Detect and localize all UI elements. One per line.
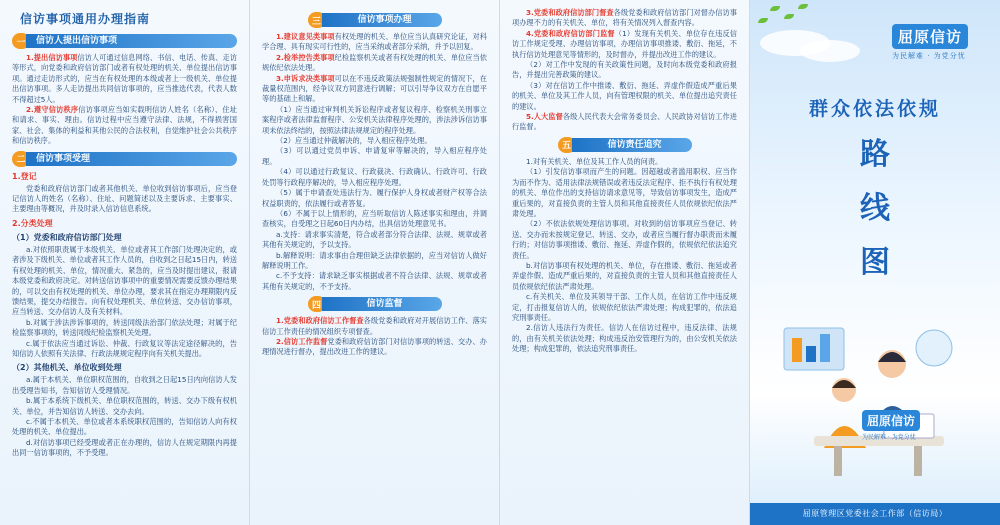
section-3-header bbox=[262, 12, 487, 28]
vertical-char: 图 bbox=[860, 245, 890, 280]
paragraph-text: 纪检监察机关或者有权处理的机关、单位应当依规依纪依法处理。 bbox=[262, 52, 487, 73]
brand-logo bbox=[892, 24, 988, 64]
paragraph bbox=[12, 105, 237, 147]
other-units-body bbox=[12, 375, 237, 458]
paragraph: d.对信访事项已经受理或者正在办理的，信访人在规定期限内再提出同一信访事项的，不予受理。 bbox=[12, 437, 237, 458]
paragraph-text: c.不予支持：请求缺乏事实根据或者不符合法律、法规、规章或者其他有关规定的，不予支持。 bbox=[262, 271, 487, 291]
paragraph-text: 有权处理的机关、单位应当认真研究论证，对科学合理、具有现实可行性的，应当采纳或者部分采纳，并予以回复。 bbox=[262, 32, 487, 52]
paragraph-text: （1）应当通过审判机关诉讼程序或者复议程序、检察机关刑事立案程序或者法律监督程序、公安机关法律程序处理的，涉法涉诉信访事项未依法终结的，按照法律法规规定的程序处理。 bbox=[262, 104, 487, 135]
panel-guide bbox=[0, 0, 250, 525]
paragraph-text: b.解释说明：请求事由合理但缺乏法律依据的，应当对信访人做好解释说明工作。 bbox=[262, 250, 487, 270]
section-number: 一 bbox=[12, 33, 30, 49]
panel-supervision bbox=[500, 0, 750, 525]
paragraph: c.不属于本机关、单位或者本系统职权范围的，告知信访人向有权处理的机关、单位提出。 bbox=[12, 416, 237, 437]
panel-handling bbox=[250, 0, 500, 525]
paragraph bbox=[262, 230, 487, 251]
leaf-icon bbox=[770, 6, 780, 11]
paragraph-text: （3）可以通过党员申诉、申请复审等解决的，导入相应程序处理。 bbox=[262, 146, 487, 166]
section-4-body bbox=[262, 316, 487, 358]
paragraph bbox=[262, 251, 487, 272]
paragraph-text: （5）属于申请查处违法行为、履行保护人身权或者财产权等合法权益职责的，依法履行或者答复。 bbox=[262, 188, 487, 208]
section-number: 三 bbox=[308, 12, 326, 28]
highlight-term: 5.人大监督 bbox=[526, 112, 563, 122]
subheading-classify: 2.分类处理 bbox=[12, 218, 53, 228]
cover-title: 群众依法依规 bbox=[808, 98, 941, 120]
paragraph-text: （4）可以通过行政复议、行政裁决、行政确认、行政许可、行政处罚等行政程序解决的，导入相应程序处理。 bbox=[262, 167, 487, 187]
paragraph bbox=[262, 136, 487, 146]
paragraph bbox=[512, 167, 737, 219]
highlight-term: 2.信访工作监督 bbox=[276, 336, 328, 346]
logo-slogan: 为民解难 · 为党分忧 bbox=[892, 52, 966, 60]
section-4-header bbox=[262, 296, 487, 312]
paragraph-text: c.有关机关、单位及其领导干部、工作人员，在信访工作中违反规定，打击报复信访人的，依规依纪依法严肃处理；构成犯罪的，依法追究刑事责任。 bbox=[512, 292, 737, 322]
highlight-term: 1.党委和政府信访工作督查 bbox=[276, 316, 364, 326]
illustration-logo bbox=[862, 410, 920, 441]
paragraph: 党委和政府信访部门或者其他机关、单位收到信访事项后，应当登记信访人的姓名（名称）、住址、问题简述以及主要诉求、主要事实、主要理由等概况，并及时录入信访信息系统。 bbox=[12, 183, 237, 214]
paragraph bbox=[512, 219, 737, 261]
section-2-header bbox=[12, 151, 237, 167]
paragraph-text: （1）引发信访事项而产生的问题。因超越或者滥用职权、应当作为而不作为、适用法律法规错误或者违反法定程序、拒不执行有权处理的机关、单位作出的支持信访请求意见等，导致信访事项发生，造成严重后果的，对直接负责的主管人员和其他直接责任人员依规依纪依法严肃处理。 bbox=[512, 167, 737, 218]
paragraph: a.对依照职责属于本级机关、单位或者其工作部门处理决定的，或者涉及下级机关、单位或者其工作人员的，自收到之日起15日内，转送有权处理的机关、单位，情况重大、紧急的，应当及时提出建议，报请本级党委和政府决定。对转送信访事项中的重要情况需要反馈办理结果的，可以交由有权处理的机关、单位办理，要求其在指定办理期限内反馈结果，提交办结报告。向有权处理机关、单位转送、交办信访事项，应当转送、交办信访人及有关材料。 bbox=[12, 244, 237, 317]
highlight-term: 3.申诉求决类事项 bbox=[276, 73, 335, 83]
paragraph bbox=[512, 29, 737, 60]
people-illustration bbox=[774, 318, 984, 488]
logo-main-text: 屈原信访 bbox=[892, 24, 968, 49]
highlight-term: 1.提出信访事项 bbox=[26, 53, 78, 62]
section-label: 信访事项办理 bbox=[322, 13, 442, 27]
paragraph-text: （3）对在信访工作中推诿、敷衍、拖延、弄虚作假造成严重后果的机关、单位及其工作人员，向有管理权限的机关、单位提出追究责任的建议。 bbox=[512, 80, 737, 111]
highlight-term: 2.遵守信访秩序 bbox=[26, 105, 79, 115]
paragraph bbox=[512, 8, 737, 29]
vertical-char: 线 bbox=[860, 191, 890, 226]
section-label: 信访事项受理 bbox=[26, 152, 237, 166]
section-5-header bbox=[512, 137, 737, 153]
paragraph bbox=[12, 53, 237, 105]
paragraph: b.对属于涉法涉诉事项的，转送同级法治部门依法处理；对属于纪检监察事项的，转送同级纪检监察机关处理。 bbox=[12, 317, 237, 338]
leaf-icon bbox=[784, 14, 794, 19]
paragraph bbox=[262, 337, 487, 358]
paragraph bbox=[512, 323, 737, 354]
cloud-icon bbox=[800, 40, 860, 62]
subheading-office: （1）党委和政府信访部门处理 bbox=[12, 232, 122, 242]
section-number: 四 bbox=[308, 296, 326, 312]
office-handling-body bbox=[12, 245, 237, 359]
section-label: 信访人提出信访事项 bbox=[26, 34, 237, 48]
section-label: 信访责任追究 bbox=[572, 138, 692, 152]
highlight-term: 1.建议意见类事项 bbox=[276, 32, 335, 41]
section-number: 二 bbox=[12, 151, 30, 167]
paragraph bbox=[512, 112, 737, 133]
paragraph bbox=[512, 292, 737, 323]
paragraph: a.属于本机关、单位职权范围的，自收到之日起15日内向信访人发出受理告知书，告知信访人受理情况。 bbox=[12, 375, 237, 395]
section-label: 信访监督 bbox=[322, 297, 442, 311]
paragraph bbox=[262, 316, 487, 337]
paragraph-text: a.支持：请求事实清楚，符合或者部分符合法律、法规、规章或者其他有关规定的，予以支持。 bbox=[262, 229, 487, 250]
paragraph: b.属于本系统下级机关、单位职权范围的，转送、交办下级有权机关、单位，并告知信访人转送、交办去向。 bbox=[12, 396, 237, 416]
paragraph-text: （2）对工作中发现的有关政策性问题，及时向本级党委和政府报告，并提出完善政策的建议。 bbox=[512, 60, 737, 80]
paragraph-text: 各级党委和政府信访部门对督办信访事项办理不力的有关机关、单位，将有关情况列入督查内容。 bbox=[512, 8, 737, 28]
cover-vertical-title bbox=[850, 128, 900, 290]
section-number: 五 bbox=[558, 137, 576, 153]
section-1-header bbox=[12, 33, 237, 49]
panel-cover bbox=[750, 0, 1000, 525]
vertical-char: 路 bbox=[860, 137, 890, 172]
paragraph-text: 各级人民代表大会常务委员会、人民政协对信访工作进行监督。 bbox=[512, 112, 737, 132]
paragraph-text: （2）不依法依规处理信访事项。对收到的信访事项应当登记、转送、交办而未按规定登记、转送、交办，或者应当履行督办职责而未履行的；对信访事项推诿、敷衍、拖延、弄虚作假的，依规依纪依法追究责任。 bbox=[512, 219, 737, 260]
paragraph bbox=[262, 146, 487, 167]
paragraph bbox=[512, 60, 737, 81]
highlight-term: 2.检举控告类事项 bbox=[276, 52, 335, 62]
paragraph bbox=[262, 209, 487, 230]
section-3-body bbox=[262, 32, 487, 292]
supervision-body bbox=[512, 8, 737, 133]
paragraph-text: b.对信访事项有权处理的机关、单位，存在推诿、敷衍、拖延或者弄虚作假、造成严重后果的，对直接负责的主管人员和其他直接责任人员依规依纪依法严肃处理。 bbox=[512, 260, 737, 291]
paragraph-text: 党委和政府信访部门对信访事项的转送、交办、办理情况进行督办，提出改进工作的建议。 bbox=[262, 336, 487, 357]
logo-slogan: 为民解难 · 为党分忧 bbox=[862, 434, 916, 441]
paragraph: c.属于依法应当通过诉讼、仲裁、行政复议等法定途径解决的，告知信访人依照有关法律、行政法规规定程序向有关机关提出。 bbox=[12, 338, 237, 358]
highlight-term: 4.党委和政府信访部门监督 bbox=[526, 28, 615, 38]
paragraph bbox=[262, 188, 487, 209]
paragraph-text: 1.对有关机关、单位及其工作人员的问责。 bbox=[526, 156, 663, 166]
guide-title: 信访事项通用办理指南 bbox=[20, 12, 151, 26]
paragraph-text: 2.信访人违法行为责任。信访人在信访过程中，违反法律、法规的，由有关机关依法处理；构成违反治安管理行为的，由公安机关依法处理；构成犯罪的，依法追究刑事责任。 bbox=[512, 323, 737, 354]
highlight-term: 3.党委和政府信访部门督查 bbox=[526, 8, 614, 17]
paragraph bbox=[262, 53, 487, 74]
cover-footer: 屈原管理区党委社会工作部（信访局） bbox=[750, 503, 1000, 525]
section-1-body bbox=[12, 53, 237, 147]
leaf-icon bbox=[798, 4, 808, 9]
logo-main-text: 屈原信访 bbox=[862, 410, 920, 431]
paragraph bbox=[512, 157, 737, 167]
subheading-register: 1.登记 bbox=[12, 171, 37, 181]
subheading-other-units: （2）其他机关、单位收到处理 bbox=[12, 363, 122, 373]
paragraph bbox=[262, 105, 487, 136]
paragraph-text: （2）应当通过仲裁解决的，导入相应程序处理。 bbox=[276, 136, 432, 146]
paragraph-text: 各级党委和政府对开展信访工作、落实信访工作责任的情况组织专项督查。 bbox=[262, 316, 487, 336]
paragraph bbox=[262, 271, 487, 292]
paragraph-text: 信访事项应当如实载明信访人姓名（名称）、住址和请求、事实、理由。信访过程中应当遵守法律、法规，不得损害国家、社会、集体的利益和其他公民的合法权利，自觉维护社会公共秩序和信访秩序。 bbox=[12, 105, 238, 146]
section-5-body bbox=[512, 157, 737, 355]
leaf-icon bbox=[758, 18, 768, 23]
paragraph-text: 可以在不违反政策法规强制性规定的情况下，在裁量权范围内，经争议双方同意进行调解；可以引导争议双方在自愿平等的基础上和解。 bbox=[262, 73, 487, 104]
paragraph-text: （6）不属于以上情形的，应当听取信访人陈述事实和理由，并调查核实，自受理之日起60日内办结，出具信访处理意见书。 bbox=[262, 208, 487, 229]
paragraph bbox=[512, 261, 737, 292]
paragraph bbox=[262, 74, 487, 105]
paragraph bbox=[262, 32, 487, 53]
paragraph-text: 信访人可通过信息网络、书信、电话、传真、走访等形式，向党委和政府信访部门或者有权处理的机关、单位提出信访事项。通过走访形式的，应当在有权处理的本级或者上一级机关、单位提出信访事项。多人走访提出共同信访事项的，应当推选代表，代表人数不得超过5人。 bbox=[12, 53, 237, 104]
paragraph-text: （1）发现有关机关、单位存在违反信访工作规定受理、办理信访事项，办理信访事项推诿、敷衍、拖延，不执行信访处理意见等情形的，及时督办，并提出改进工作的建议。 bbox=[512, 28, 737, 59]
paragraph bbox=[262, 167, 487, 188]
paragraph bbox=[512, 81, 737, 112]
